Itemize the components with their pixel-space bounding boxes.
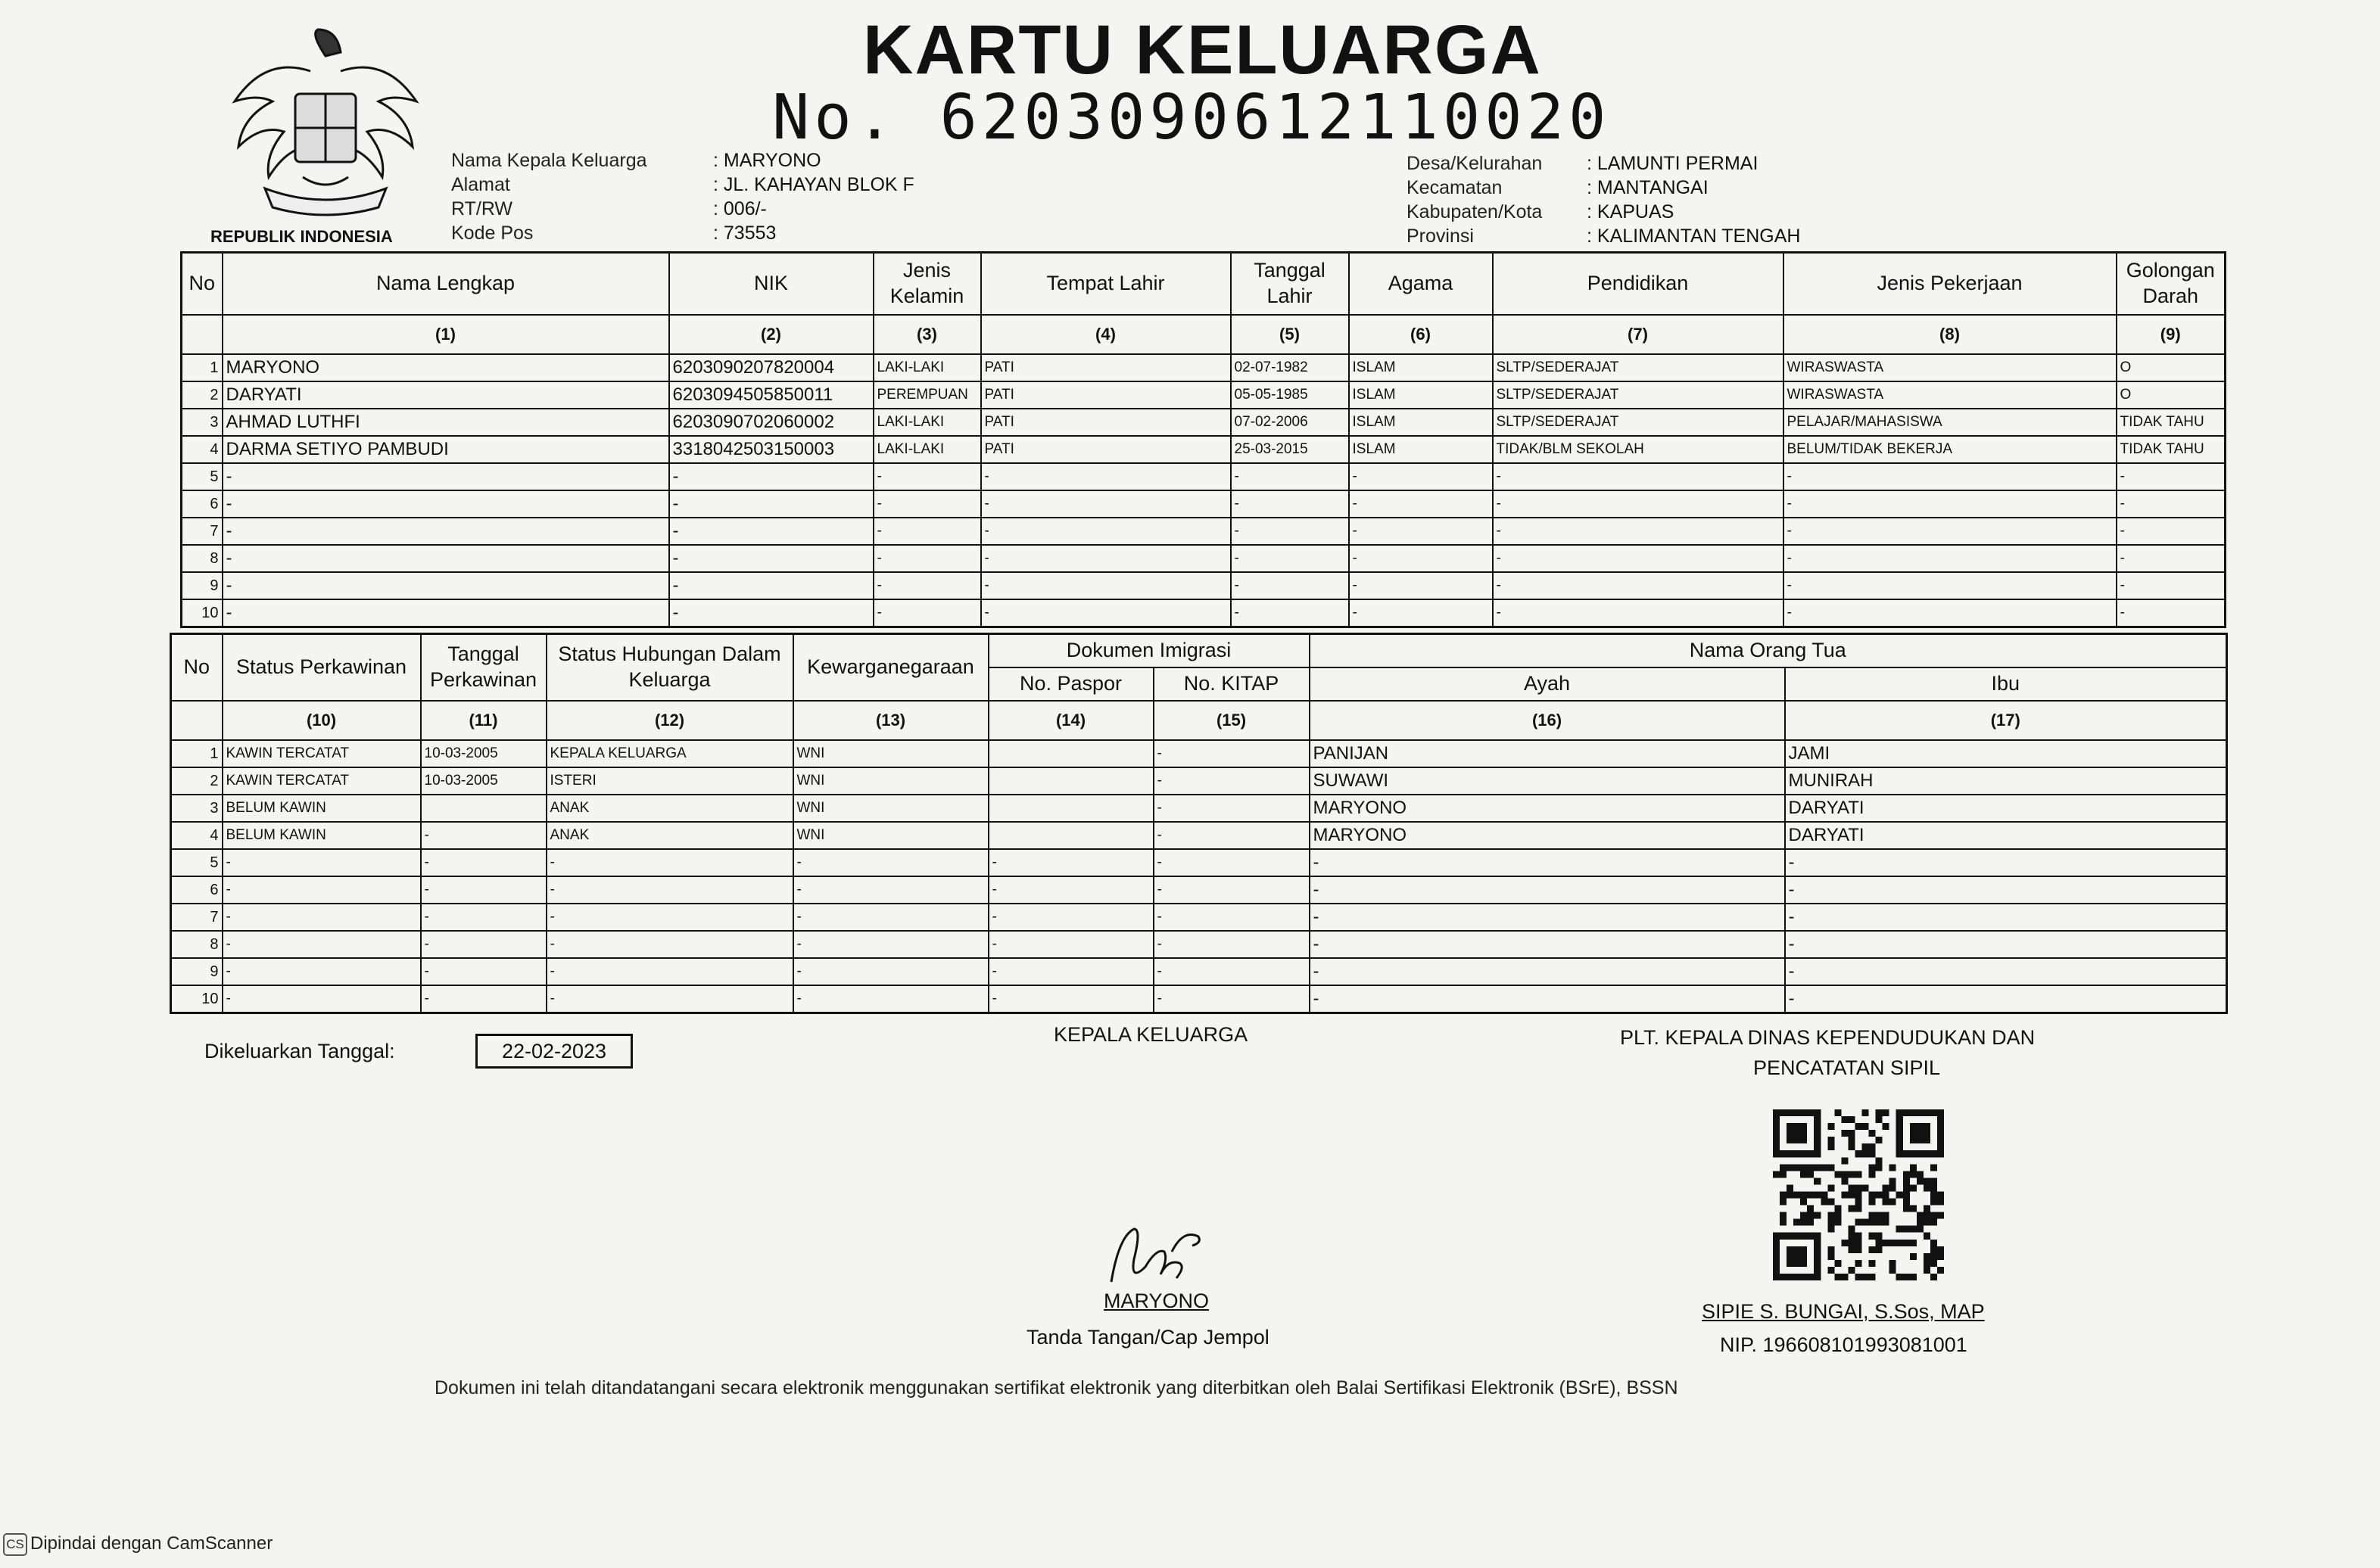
table-cell: BELUM KAWIN [223, 795, 421, 822]
table-cell: - [874, 599, 981, 627]
row-number: 1 [171, 740, 223, 767]
official-name: SIPIE S. BUNGAI, S.Sos, MAP [1702, 1300, 1985, 1323]
table-cell: - [1154, 740, 1310, 767]
page-title: KARTU KELUARGA [863, 11, 1542, 89]
family-card-number: No. 6203090612110020 [772, 82, 1611, 154]
table-cell: PATI [981, 409, 1231, 436]
table-cell: WNI [793, 740, 989, 767]
regency-label: Kabupaten/Kota [1407, 201, 1543, 222]
row-number: 10 [171, 985, 223, 1013]
issued-date-label: Dikeluarkan Tanggal: [204, 1040, 395, 1062]
table-cell: BELUM/TIDAK BEKERJA [1783, 436, 2117, 463]
table-cell: - [1154, 767, 1310, 795]
table-cell: - [1231, 463, 1349, 490]
table-cell: ISLAM [1349, 381, 1493, 409]
row-number: 10 [182, 599, 223, 627]
table-cell: - [547, 876, 793, 904]
row-number: 4 [171, 822, 223, 849]
table-cell: SLTP/SEDERAJAT [1493, 381, 1783, 409]
table-row [171, 822, 2227, 849]
table-cell: - [547, 931, 793, 958]
table-cell: - [1493, 545, 1783, 572]
table-cell: KAWIN TERCATAT [223, 740, 421, 767]
regency-value: : KAPUAS [1587, 201, 1674, 222]
table-cell: - [421, 958, 547, 985]
table-cell: ANAK [547, 822, 793, 849]
head-of-family-title: KEPALA KELUARGA [1054, 1023, 1248, 1046]
family-status-table [170, 633, 2228, 1014]
table-cell: - [793, 958, 989, 985]
table-cell: KEPALA KELUARGA [547, 740, 793, 767]
head-of-family-label: Nama Kepala Keluarga [451, 150, 647, 171]
table-cell: 3318042503150003 [669, 436, 874, 463]
table-cell: - [1349, 490, 1493, 518]
table-cell: - [1493, 490, 1783, 518]
table-cell: - [1785, 849, 2227, 876]
row-number: 6 [171, 876, 223, 904]
table-cell: - [793, 931, 989, 958]
table-cell: - [2117, 572, 2226, 599]
table-cell: - [874, 545, 981, 572]
table-cell: BELUM KAWIN [223, 822, 421, 849]
table-cell: - [223, 876, 421, 904]
table-cell: SLTP/SEDERAJAT [1493, 409, 1783, 436]
col-number: (7) [1493, 315, 1783, 354]
col-header-marriage-date: Tanggal Perkawinan [421, 634, 547, 702]
table-cell: 05-05-1985 [1231, 381, 1349, 409]
col-number: (4) [981, 315, 1231, 354]
table-cell: 25-03-2015 [1231, 436, 1349, 463]
table-cell: ISTERI [547, 767, 793, 795]
table-cell: - [2117, 599, 2226, 627]
table-cell: - [1785, 876, 2227, 904]
table-cell: - [981, 572, 1231, 599]
col-number: (14) [989, 701, 1154, 740]
table-cell: - [547, 849, 793, 876]
table-cell: - [1310, 904, 1785, 931]
table-cell: WNI [793, 795, 989, 822]
row-number: 9 [171, 958, 223, 985]
table-cell: - [1154, 822, 1310, 849]
table-cell: - [793, 876, 989, 904]
table-cell: O [2117, 354, 2226, 381]
row-number: 8 [182, 545, 223, 572]
table-cell: - [981, 545, 1231, 572]
province-value: : KALIMANTAN TENGAH [1587, 226, 1801, 247]
table-cell: - [223, 463, 669, 490]
address-label: Alamat [451, 174, 510, 195]
scanner-watermark: Dipindai dengan CamScanner [30, 1533, 273, 1554]
table-cell: - [1231, 572, 1349, 599]
table-cell: - [1310, 958, 1785, 985]
table-cell: - [1310, 876, 1785, 904]
table-cell: WIRASWASTA [1783, 381, 2117, 409]
table-cell: 6203090702060002 [669, 409, 874, 436]
table-cell: - [1785, 931, 2227, 958]
table-cell: - [989, 849, 1154, 876]
table-cell: WIRASWASTA [1783, 354, 2117, 381]
table-cell: - [1785, 958, 2227, 985]
col-number: (6) [1349, 315, 1493, 354]
table-cell: - [1783, 518, 2117, 545]
col-header-religion: Agama [1349, 253, 1493, 316]
table-cell: - [1154, 985, 1310, 1013]
table-row [182, 463, 2226, 490]
table-cell: - [2117, 490, 2226, 518]
table-cell: - [223, 599, 669, 627]
col-number: (5) [1231, 315, 1349, 354]
table-cell: LAKI-LAKI [874, 354, 981, 381]
table-cell: ANAK [547, 795, 793, 822]
col-header-marital-status: Status Perkawinan [223, 634, 421, 702]
table-cell: - [223, 572, 669, 599]
table-cell: - [223, 545, 669, 572]
table-cell: 10-03-2005 [421, 740, 547, 767]
table-cell: MUNIRAH [1785, 767, 2227, 795]
table-cell: - [223, 904, 421, 931]
table-cell: 07-02-2006 [1231, 409, 1349, 436]
table-cell: WNI [793, 767, 989, 795]
table-cell: - [223, 958, 421, 985]
row-number: 2 [171, 767, 223, 795]
table-row [171, 985, 2227, 1013]
table-cell: - [669, 572, 874, 599]
table-cell: - [793, 904, 989, 931]
table-cell: - [2117, 518, 2226, 545]
table-cell: - [421, 822, 547, 849]
table-row [182, 599, 2226, 627]
table-cell: - [223, 849, 421, 876]
head-of-family-name: MARYONO [1104, 1290, 1210, 1312]
row-number: 3 [171, 795, 223, 822]
table-cell: - [1783, 545, 2117, 572]
row-number: 3 [182, 409, 223, 436]
table-cell: PELAJAR/MAHASISWA [1783, 409, 2117, 436]
table-cell: - [1785, 904, 2227, 931]
table-cell: WNI [793, 822, 989, 849]
address-value: : JL. KAHAYAN BLOK F [713, 174, 914, 195]
table-cell: PATI [981, 436, 1231, 463]
table-cell: - [1493, 599, 1783, 627]
postal-code-label: Kode Pos [451, 222, 534, 244]
table-row [182, 490, 2226, 518]
table-cell: - [1154, 849, 1310, 876]
table-cell: - [223, 490, 669, 518]
table-cell: - [1154, 876, 1310, 904]
table-cell: - [1231, 518, 1349, 545]
row-number: 5 [171, 849, 223, 876]
village-label: Desa/Kelurahan [1407, 153, 1543, 174]
col-header-birthplace: Tempat Lahir [981, 253, 1231, 316]
official-nip: NIP. 196608101993081001 [1720, 1333, 1967, 1356]
table-cell: - [989, 904, 1154, 931]
col-header-parents: Nama Orang Tua [1310, 634, 2227, 668]
col-number: (16) [1310, 701, 1785, 740]
table-cell: 10-03-2005 [421, 767, 547, 795]
table-row [182, 381, 2226, 409]
district-value: : MANTANGAI [1587, 177, 1709, 198]
province-label: Provinsi [1407, 226, 1474, 247]
table-cell: PATI [981, 354, 1231, 381]
col-header-education: Pendidikan [1493, 253, 1783, 316]
table-cell [989, 740, 1154, 767]
table-cell: SUWAWI [1310, 767, 1785, 795]
table-cell: PEREMPUAN [874, 381, 981, 409]
camscanner-icon: CS [3, 1533, 27, 1556]
table-cell: - [669, 599, 874, 627]
rt-rw-label: RT/RW [451, 198, 513, 219]
table-cell: LAKI-LAKI [874, 436, 981, 463]
table-cell: - [1783, 572, 2117, 599]
table-cell: - [989, 931, 1154, 958]
table-cell: - [1783, 490, 2117, 518]
table-cell: KAWIN TERCATAT [223, 767, 421, 795]
table-row [171, 849, 2227, 876]
col-number: (12) [547, 701, 793, 740]
table-cell [989, 822, 1154, 849]
table-cell: - [1349, 518, 1493, 545]
col-number: (17) [1785, 701, 2227, 740]
col-number-blank [182, 315, 223, 354]
table-cell: SLTP/SEDERAJAT [1493, 354, 1783, 381]
table-cell: 6203090207820004 [669, 354, 874, 381]
table-cell: - [421, 985, 547, 1013]
col-header-no: No [182, 253, 223, 316]
table-row [171, 904, 2227, 931]
table-cell: - [1231, 599, 1349, 627]
table-cell: - [669, 518, 874, 545]
table-row [182, 545, 2226, 572]
col-header-immigration-docs: Dokumen Imigrasi [989, 634, 1310, 668]
table-cell [989, 767, 1154, 795]
table-cell: - [421, 904, 547, 931]
table-cell: LAKI-LAKI [874, 409, 981, 436]
district-label: Kecamatan [1407, 177, 1503, 198]
table-cell: - [989, 958, 1154, 985]
table-row [182, 572, 2226, 599]
table-row [182, 436, 2226, 463]
table-cell: TIDAK TAHU [2117, 436, 2226, 463]
col-header-occupation: Jenis Pekerjaan [1783, 253, 2117, 316]
garuda-emblem-icon [220, 26, 431, 230]
table-cell: - [669, 463, 874, 490]
row-number: 7 [171, 904, 223, 931]
table-cell: MARYONO [223, 354, 669, 381]
table-cell: - [1783, 463, 2117, 490]
col-number: (11) [421, 701, 547, 740]
col-header-kitap: No. KITAP [1154, 667, 1310, 701]
table-row [171, 740, 2227, 767]
table-cell: - [874, 572, 981, 599]
table-cell: - [981, 490, 1231, 518]
table-row [182, 518, 2226, 545]
table-cell: - [1349, 463, 1493, 490]
table-cell: - [1349, 599, 1493, 627]
table-cell: - [874, 490, 981, 518]
family-members-table [180, 251, 2226, 628]
table-cell: - [793, 849, 989, 876]
table-cell: - [793, 985, 989, 1013]
table-cell: AHMAD LUTHFI [223, 409, 669, 436]
table-cell: - [1310, 985, 1785, 1013]
table-cell: - [981, 518, 1231, 545]
table-row [171, 958, 2227, 985]
table-cell: - [669, 490, 874, 518]
table-cell: - [1231, 545, 1349, 572]
col-header-name: Nama Lengkap [223, 253, 669, 316]
official-title-line2: PENCATATAN SIPIL [1753, 1056, 1941, 1079]
qr-code-icon [1773, 1109, 1944, 1280]
table-cell: ISLAM [1349, 409, 1493, 436]
row-number: 6 [182, 490, 223, 518]
table-cell: - [421, 876, 547, 904]
table-cell: MARYONO [1310, 795, 1785, 822]
table-cell: - [1310, 849, 1785, 876]
table-cell: - [223, 518, 669, 545]
table-cell: ISLAM [1349, 436, 1493, 463]
signature-icon [1096, 1214, 1225, 1297]
table-cell: DARYATI [223, 381, 669, 409]
table-cell: - [874, 518, 981, 545]
col-number: (13) [793, 701, 989, 740]
col-number: (10) [223, 701, 421, 740]
row-number: 5 [182, 463, 223, 490]
issued-date-value: 22-02-2023 [475, 1034, 633, 1069]
row-number: 7 [182, 518, 223, 545]
row-number: 1 [182, 354, 223, 381]
table-cell: - [421, 931, 547, 958]
table-cell: - [223, 985, 421, 1013]
table-cell: ISLAM [1349, 354, 1493, 381]
row-number: 9 [182, 572, 223, 599]
col-number: (9) [2117, 315, 2226, 354]
table-cell: - [989, 876, 1154, 904]
col-header-citizenship: Kewarganegaraan [793, 634, 989, 702]
table-cell: DARYATI [1785, 795, 2227, 822]
table-cell: DARMA SETIYO PAMBUDI [223, 436, 669, 463]
table-row [182, 354, 2226, 381]
col-number: (8) [1783, 315, 2117, 354]
col-header-blood-type: Golongan Darah [2117, 253, 2226, 316]
table-cell: - [1154, 795, 1310, 822]
col-header-gender: Jenis Kelamin [874, 253, 981, 316]
table-cell: - [989, 985, 1154, 1013]
table-cell: - [547, 985, 793, 1013]
col-header-relationship: Status Hubungan Dalam Keluarga [547, 634, 793, 702]
table-cell: JAMI [1785, 740, 2227, 767]
table-cell: 6203094505850011 [669, 381, 874, 409]
table-row [182, 409, 2226, 436]
col-number: (3) [874, 315, 981, 354]
row-number: 8 [171, 931, 223, 958]
table-cell: MARYONO [1310, 822, 1785, 849]
table-cell: - [1785, 985, 2227, 1013]
col-header-no: No [171, 634, 223, 702]
col-header-nik: NIK [669, 253, 874, 316]
table-cell [421, 795, 547, 822]
col-number: (1) [223, 315, 669, 354]
postal-code-value: : 73553 [713, 222, 777, 244]
row-number: 4 [182, 436, 223, 463]
table-cell: - [1154, 931, 1310, 958]
table-cell: - [981, 463, 1231, 490]
table-row [171, 767, 2227, 795]
electronic-signature-disclaimer: Dokumen ini telah ditandatangani secara elektronik menggunakan sertifikat elektronik yang diterbitkan oleh Balai Sertifikasi Elektronik (BSrE), BSSN [435, 1377, 1678, 1398]
table-cell: - [2117, 545, 2226, 572]
table-cell: - [2117, 463, 2226, 490]
table-cell: - [1154, 904, 1310, 931]
village-value: : LAMUNTI PERMAI [1587, 153, 1759, 174]
table-cell: DARYATI [1785, 822, 2227, 849]
official-title-line1: PLT. KEPALA DINAS KEPENDUDUKAN DAN [1620, 1026, 2036, 1049]
col-header-birthdate: Tanggal Lahir [1231, 253, 1349, 316]
col-number-blank [171, 701, 223, 740]
table-row [171, 931, 2227, 958]
table-cell: - [547, 904, 793, 931]
table-cell: - [981, 599, 1231, 627]
table-cell: 02-07-1982 [1231, 354, 1349, 381]
table-cell: - [1493, 572, 1783, 599]
table-cell: PANIJAN [1310, 740, 1785, 767]
table-cell: - [1349, 572, 1493, 599]
col-number: (15) [1154, 701, 1310, 740]
table-row [171, 876, 2227, 904]
table-cell: - [1154, 958, 1310, 985]
col-header-passport: No. Paspor [989, 667, 1154, 701]
table-cell: - [874, 463, 981, 490]
table-cell: - [669, 545, 874, 572]
row-number: 2 [182, 381, 223, 409]
table-cell: TIDAK/BLM SEKOLAH [1493, 436, 1783, 463]
col-number: (2) [669, 315, 874, 354]
table-cell: - [1231, 490, 1349, 518]
table-cell: - [1783, 599, 2117, 627]
table-cell: O [2117, 381, 2226, 409]
col-header-mother: Ibu [1785, 667, 2227, 701]
emblem-label: REPUBLIK INDONESIA [210, 227, 393, 246]
table-cell [989, 795, 1154, 822]
table-cell: TIDAK TAHU [2117, 409, 2226, 436]
table-cell: - [223, 931, 421, 958]
col-header-father: Ayah [1310, 667, 1785, 701]
rt-rw-value: : 006/- [713, 198, 767, 219]
table-row [171, 795, 2227, 822]
table-cell: - [1493, 463, 1783, 490]
head-of-family-value: : MARYONO [713, 150, 821, 171]
table-cell: PATI [981, 381, 1231, 409]
table-cell: - [1349, 545, 1493, 572]
table-cell: - [1493, 518, 1783, 545]
signature-caption: Tanda Tangan/Cap Jempol [1026, 1326, 1269, 1349]
table-cell: - [421, 849, 547, 876]
table-cell: - [1310, 931, 1785, 958]
table-cell: - [547, 958, 793, 985]
